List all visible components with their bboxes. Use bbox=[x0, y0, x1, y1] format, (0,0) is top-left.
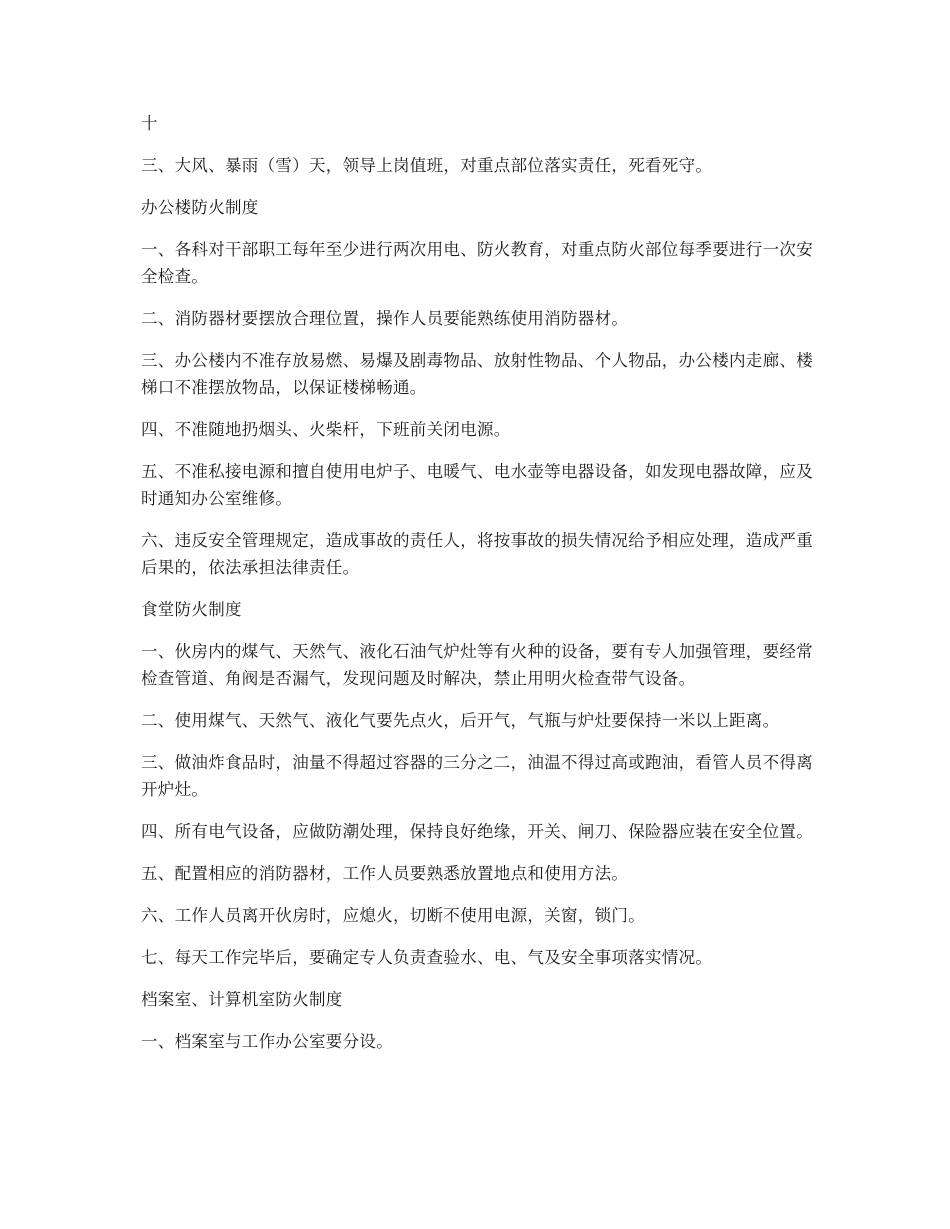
section-number: 十 bbox=[141, 114, 158, 133]
document-body bbox=[141, 110, 813, 1070]
paragraph: 六、违反安全管理规定，造成事故的责任人，将按事故的损失情况给予相应处理，造成严重后果的，依法承担法律责任。 bbox=[141, 531, 813, 577]
section-heading-canteen: 食堂防火制度 bbox=[141, 600, 242, 619]
paragraph: 五、不准私接电源和擅自使用电炉子、电暖气、电水壶等电器设备，如发现电器故障，应及时通知办公室维修。 bbox=[141, 462, 813, 508]
section-heading-archive: 档案室、计算机室防火制度 bbox=[141, 990, 343, 1009]
paragraph: 四、不准随地扔烟头、火柴杆，下班前关闭电源。 bbox=[141, 420, 511, 439]
paragraph: 二、使用煤气、天然气、液化气要先点火，后开气，气瓶与炉灶要保持一米以上距离。 bbox=[141, 711, 780, 730]
paragraph: 六、工作人员离开伙房时，应熄火，切断不使用电源，关窗，锁门。 bbox=[141, 906, 645, 925]
paragraph: 三、大风、暴雨（雪）天，领导上岗值班，对重点部位落实责任，死看死守。 bbox=[141, 156, 713, 175]
paragraph: 二、消防器材要摆放合理位置，操作人员要能熟练使用消防器材。 bbox=[141, 309, 629, 328]
paragraph: 一、各科对干部职工每年至少进行两次用电、防火教育，对重点防火部位每季要进行一次安全检查。 bbox=[141, 240, 813, 286]
paragraph: 一、档案室与工作办公室要分设。 bbox=[141, 1032, 393, 1051]
paragraph: 三、办公楼内不准存放易燃、易爆及剧毒物品、放射性物品、个人物品，办公楼内走廊、楼梯口不准摆放物品，以保证楼梯畅通。 bbox=[141, 351, 813, 397]
paragraph: 一、伙房内的煤气、天然气、液化石油气炉灶等有火种的设备，要有专人加强管理，要经常检查管道、角阀是否漏气，发现问题及时解决，禁止用明火检查带气设备。 bbox=[141, 642, 813, 688]
paragraph: 七、每天工作完毕后，要确定专人负责查验水、电、气及安全事项落实情况。 bbox=[141, 948, 713, 967]
paragraph: 三、做油炸食品时，油量不得超过容器的三分之二，油温不得过高或跑油，看管人员不得离开炉灶。 bbox=[141, 753, 813, 799]
paragraph: 四、所有电气设备，应做防潮处理，保持良好绝缘，开关、闸刀、保险器应装在安全位置。 bbox=[141, 822, 813, 841]
section-heading-office: 办公楼防火制度 bbox=[141, 198, 259, 217]
paragraph: 五、配置相应的消防器材，工作人员要熟悉放置地点和使用方法。 bbox=[141, 864, 629, 883]
